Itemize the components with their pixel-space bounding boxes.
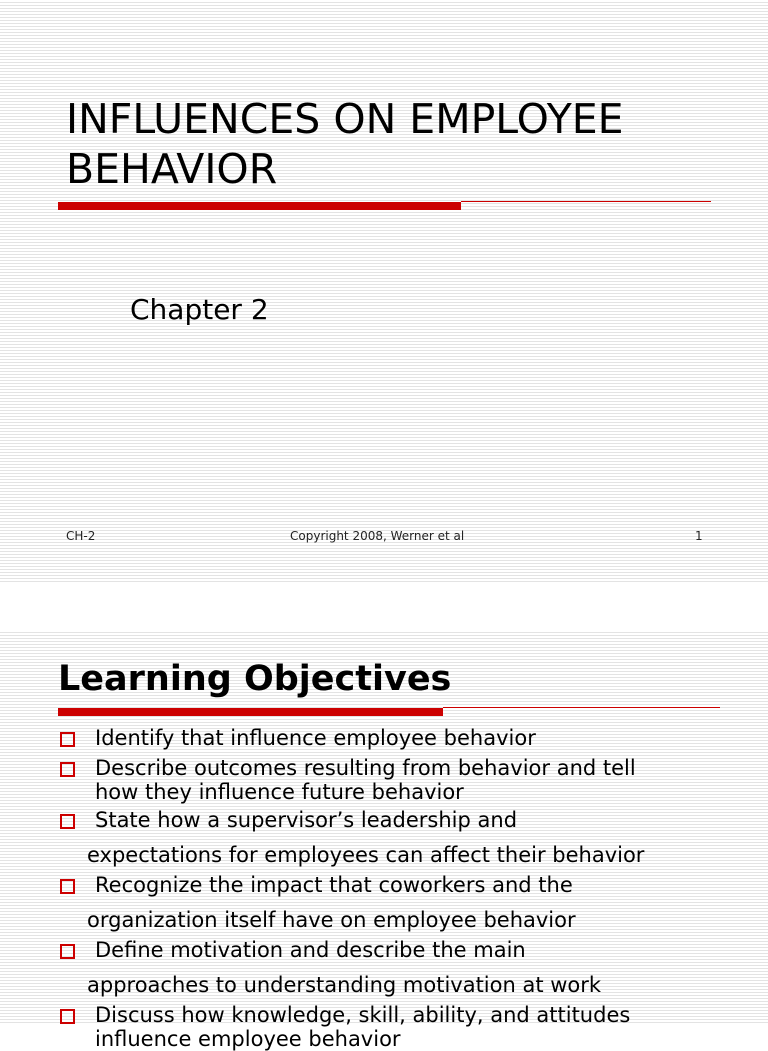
- objectives-slide: [0, 630, 768, 1051]
- slide-heading: Learning Objectives: [58, 659, 452, 699]
- list-item: [58, 1003, 758, 1051]
- footer-chapter-code: CH-2: [66, 529, 96, 543]
- objectives-list: [58, 726, 758, 1051]
- footer-copyright: Copyright 2008, Werner et al: [290, 529, 465, 543]
- list-item-text: Describe outcomes resulting from behavior and tell: [95, 756, 636, 780]
- slide-title-line-2: BEHAVIOR: [66, 145, 278, 193]
- hollow-square-icon: [60, 732, 75, 747]
- slide-title: [66, 94, 746, 194]
- list-item-text: Discuss how knowledge, skill, ability, and attitudes: [95, 1003, 631, 1027]
- list-item: [58, 938, 758, 997]
- list-item-text-continued: how they influence future behavior: [95, 780, 464, 804]
- list-item-text-continued: influence employee behavior: [95, 1027, 401, 1051]
- title-underline-thick: [58, 202, 461, 210]
- list-item: [58, 873, 758, 932]
- list-item: [58, 756, 758, 804]
- list-item-text-continued: organization itself have on employee behavior: [87, 908, 576, 932]
- list-item: [58, 808, 758, 867]
- footer-page-number: 1: [695, 529, 703, 543]
- list-item-text-continued: expectations for employees can affect their behavior: [87, 843, 645, 867]
- list-item: [58, 726, 758, 750]
- slide-gap: [0, 582, 768, 630]
- slide-subtitle: Chapter 2: [130, 293, 269, 326]
- hollow-square-icon: [60, 1009, 75, 1024]
- list-item-text-continued: approaches to understanding motivation at work: [87, 973, 602, 997]
- list-item-text: Identify that influence employee behavior: [95, 726, 536, 750]
- title-underline-thin: [461, 201, 711, 202]
- hollow-square-icon: [60, 944, 75, 959]
- hollow-square-icon: [60, 762, 75, 777]
- list-item-text: Recognize the impact that coworkers and the: [95, 873, 573, 897]
- slide-title-line-1: INFLUENCES ON EMPLOYEE: [66, 95, 624, 143]
- heading-underline-thin: [443, 707, 720, 708]
- hollow-square-icon: [60, 879, 75, 894]
- list-item-text: State how a supervisor’s leadership and: [95, 808, 518, 832]
- hollow-square-icon: [60, 814, 75, 829]
- heading-underline-thick: [58, 708, 443, 716]
- list-item-text: Define motivation and describe the main: [95, 938, 526, 962]
